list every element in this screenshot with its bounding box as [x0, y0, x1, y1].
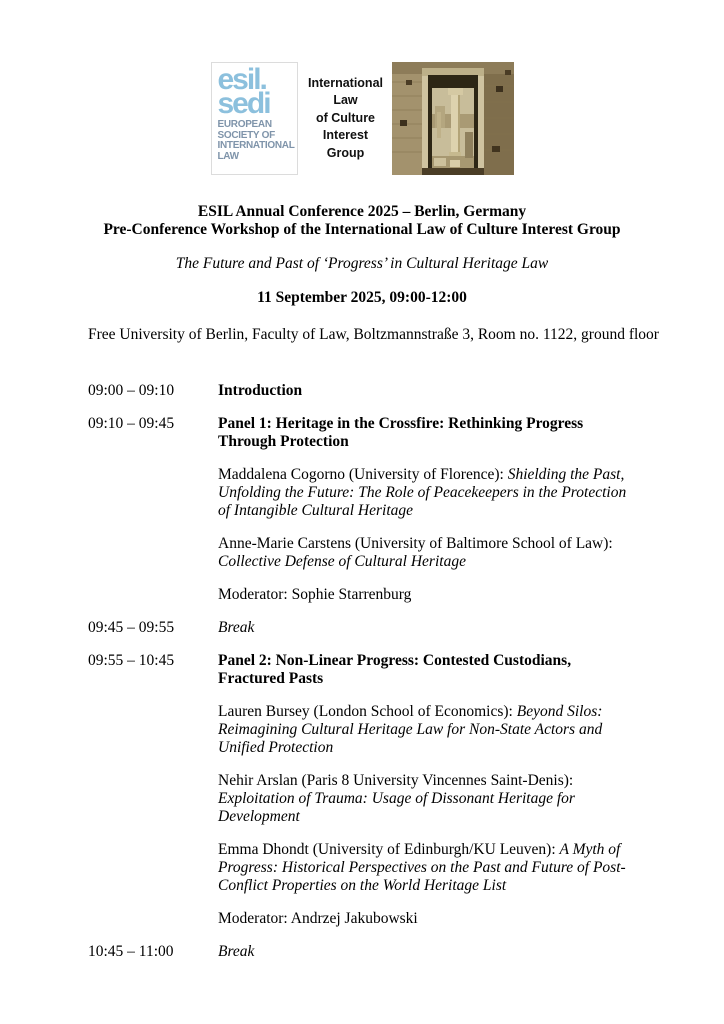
esil-wordmark [217, 63, 291, 120]
talk-title: Collective Defense of Cultural Heritage [218, 553, 466, 570]
esil-caption-line: LAW [217, 150, 239, 162]
speaker-text: Nehir Arslan (Paris 8 University Vincennes Saint-Denis): [218, 772, 574, 789]
schedule-row [88, 619, 636, 637]
session-paragraph [218, 703, 636, 757]
schedule-row [88, 943, 636, 961]
conference-heading [88, 203, 636, 239]
interest-group-name-line: of Culture [315, 110, 376, 125]
speaker-text: Maddalena Cogorno (University of Florence): [218, 466, 508, 483]
session-paragraph [218, 586, 636, 604]
speaker-text: Moderator: Andrzej Jakubowski [218, 910, 418, 927]
event-venue: Free University of Berlin, Faculty of Law, Boltzmannstraße 3, Room no. 1122, ground floor [88, 326, 659, 343]
interest-group-name-line: Law [333, 93, 358, 108]
workshop-title: Pre-Conference Workshop of the International Law of Culture Interest Group [103, 221, 621, 238]
esil-caption [217, 119, 295, 162]
time-range: 09:00 – 09:10 [88, 382, 175, 399]
ruins-photo-image [392, 62, 514, 175]
session-paragraph [218, 535, 636, 571]
session-title: Introduction [218, 382, 303, 399]
session-paragraph [218, 415, 636, 451]
talk-title: A Myth of Progress: Historical Perspectives on the Past and Future of Post-Conflict Properties on the World Heritage List [218, 841, 626, 894]
session-details [218, 382, 636, 400]
esil-wordmark-line2: sedi [217, 87, 270, 120]
session-title: Panel 1: Heritage in the Crossfire: Rethinking Progress Through Protection [218, 415, 584, 450]
time-range: 09:45 – 09:55 [88, 619, 175, 636]
time-range: 09:10 – 09:45 [88, 415, 175, 432]
session-details [218, 652, 636, 928]
session-paragraph [218, 619, 636, 637]
speaker-text: Moderator: Sophie Starrenburg [218, 586, 412, 603]
esil-caption-line: SOCIETY OF [217, 129, 275, 141]
session-details [218, 619, 636, 637]
interest-group-name-line: Group [326, 145, 365, 160]
session-paragraph [218, 466, 636, 520]
schedule-row [88, 652, 636, 928]
speaker-text: Anne-Marie Carstens (University of Baltimore School of Law): [218, 535, 613, 552]
ruins-photo [392, 62, 514, 175]
title-block [88, 203, 636, 307]
workshop-theme: The Future and Past of ‘Progress’ in Cultural Heritage Law [175, 255, 549, 272]
interest-group-name [305, 75, 387, 163]
schedule-row [88, 415, 636, 604]
esil-caption-line: EUROPEAN [217, 119, 272, 130]
speaker-text: Lauren Bursey (London School of Economics): [218, 703, 517, 720]
session-paragraph [218, 910, 636, 928]
time-range: 09:55 – 10:45 [88, 652, 175, 669]
session-paragraph [218, 772, 636, 826]
talk-title: Beyond Silos: Reimagining Cultural Heritage Law for Non-State Actors and Unified Protection [218, 703, 603, 756]
session-paragraph [218, 943, 636, 961]
esil-caption-line: INTERNATIONAL [217, 140, 295, 151]
session-details [218, 943, 636, 961]
speaker-text: Emma Dhondt (University of Edinburgh/KU Leuven): [218, 841, 560, 858]
esil-wordmark-line1: esil. [217, 63, 266, 96]
talk-title: Break [218, 619, 255, 636]
session-details [218, 415, 636, 604]
session-paragraph [218, 382, 636, 400]
event-datetime: 11 September 2025, 09:00-12:00 [257, 289, 467, 306]
talk-title: Shielding the Past, Unfolding the Future: The Role of Peacekeepers in the Protection of Intangible Cultural Heritage [218, 466, 627, 519]
session-paragraph [218, 841, 636, 895]
talk-title: Break [218, 943, 255, 960]
logo-header [88, 62, 636, 175]
time-range: 10:45 – 11:00 [88, 943, 174, 960]
interest-group-name-line: International [307, 75, 383, 90]
conference-title: ESIL Annual Conference 2025 – Berlin, Germany [197, 203, 527, 220]
talk-title: Exploitation of Trauma: Usage of Dissonant Heritage for Development [218, 790, 575, 825]
interest-group-name-line: Interest [322, 128, 369, 143]
schedule-row [88, 382, 636, 400]
session-paragraph [218, 652, 636, 688]
schedule-table [88, 382, 636, 961]
session-title: Panel 2: Non-Linear Progress: Contested Custodians, Fractured Pasts [218, 652, 572, 687]
esil-logo [211, 62, 298, 175]
